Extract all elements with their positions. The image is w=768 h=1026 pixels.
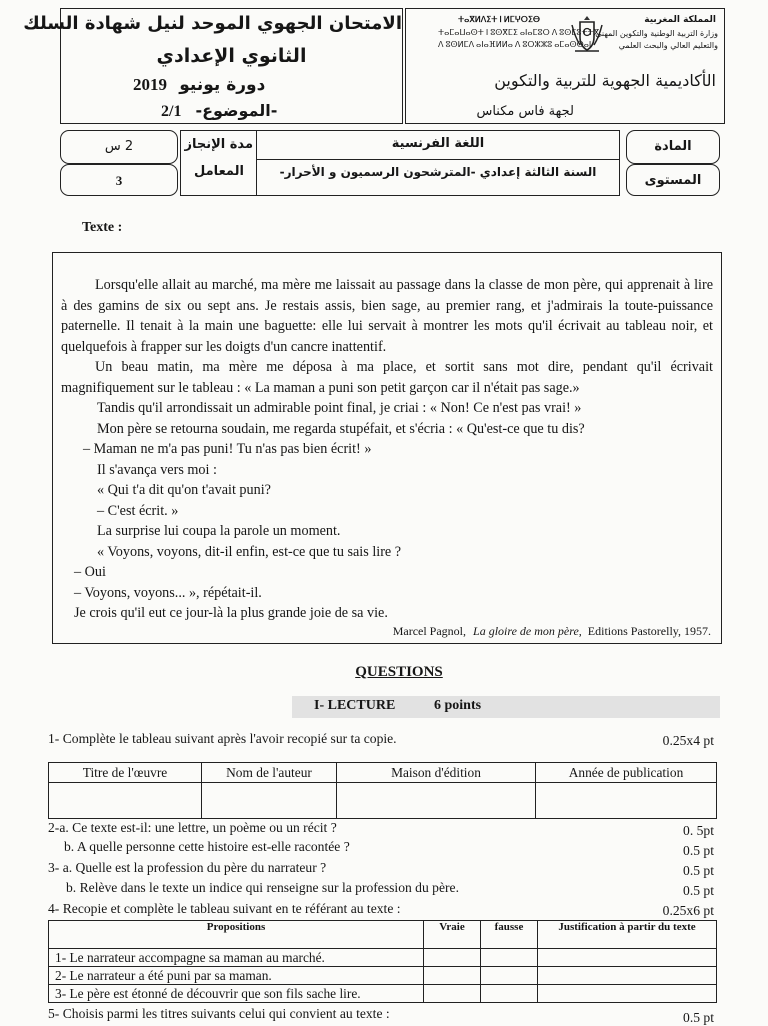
- question-3a-points: 0.5 pt: [683, 863, 714, 878]
- question-5-points: 0.5 pt: [683, 1010, 714, 1025]
- table-oeuvre-header-maison: Maison d'édition: [337, 763, 536, 783]
- question-2a-points: 0. 5pt: [683, 823, 714, 838]
- passage-line-5: – Maman ne m'a pas puni! Tu n'as pas bien écrit! »: [83, 441, 372, 457]
- table-propositions-cell: [538, 985, 717, 1003]
- subject-value: اللغة الفرنسية: [391, 136, 485, 151]
- table-propositions-cell: [481, 949, 538, 967]
- duration-value-box: [60, 130, 178, 164]
- table-oeuvre-cell: [337, 783, 536, 819]
- passage-line-6: Il s'avança vers moi :: [97, 461, 217, 478]
- ministry-line1: وزارة التربية الوطنية والتكوين المهني: [595, 29, 718, 38]
- passage-line-11: – Oui: [74, 564, 106, 580]
- section-lecture-title: I- LECTURE: [314, 698, 396, 713]
- kingdom-label: المملكة المغربية: [644, 15, 716, 25]
- level-key: المستوى: [644, 173, 702, 188]
- session-label: دورة يونيو: [179, 75, 266, 95]
- subject-key: المادة: [654, 139, 692, 154]
- table-propositions-header-propositions: Propositions: [49, 921, 424, 949]
- passage-line-13: Je crois qu'il eut ce jour-là la plus grande joie de sa vie.: [74, 605, 388, 621]
- coef-value-box: [60, 164, 178, 196]
- table-propositions-cell: [424, 985, 481, 1003]
- table-oeuvre-header-annee: Année de publication: [536, 763, 717, 783]
- question-2a: 2-a. Ce texte est-il: une lettre, un poème ou un récit ?: [48, 820, 337, 835]
- table-propositions-cell: [424, 967, 481, 985]
- table-propositions-row-3: 3- Le père est étonné de découvrir que son fils sache lire.: [49, 985, 424, 1003]
- duration-value: 2 س: [104, 139, 134, 154]
- texte-label: Texte :: [82, 220, 123, 235]
- institution-tifinagh: ⵜⴰⴳⵍⴷⵉⵜ ⵏ ⵍⵎⵖⵔⵉⴱ: [458, 15, 541, 24]
- table-oeuvre-cell: [49, 783, 202, 819]
- question-2b-points: 0.5 pt: [683, 843, 714, 858]
- table-propositions-cell: [538, 949, 717, 967]
- table-propositions-cell: [538, 967, 717, 985]
- question-3b-points: 0.5 pt: [683, 883, 714, 898]
- passage-line-4: Mon père se retourna soudain, me regarda stupéfait, et s'écria : « Qu'est-ce que tu dis?: [97, 420, 585, 437]
- table-oeuvre: [48, 762, 717, 819]
- question-5: 5- Choisis parmi les titres suivants celui qui convient au texte :: [48, 1006, 390, 1021]
- table-propositions-row-2: 2- Le narrateur a été puni par sa maman.: [49, 967, 424, 985]
- subject-line: [161, 101, 277, 121]
- exam-title-line2: الثانوي الإعدادي: [156, 45, 307, 67]
- questions-title: QUESTIONS: [355, 664, 443, 680]
- source-title: La gloire de mon père,: [473, 624, 582, 638]
- table-oeuvre-header-auteur: Nom de l'auteur: [202, 763, 337, 783]
- table-propositions-header-justification: Justification à partir du texte: [538, 921, 717, 949]
- subject-key-box: [626, 130, 720, 164]
- source-publisher: Editions Pastorelly, 1957.: [587, 624, 711, 638]
- passage-paragraph-1: Lorsqu'elle allait au marché, ma mère me laissait au passage dans la classe de mon père, qui apprenait à lire à des gamins de six ou sept ans. Je restais assis, bien sage, au premier rang, et j'admirais la toute-puissance paternelle. Il tenait à la main une baguette: elle lui servait à montrer les mots qu'il écrivait au tableau noir, et quelquefois à frapper sur les doigts d'un cancre inattentif.: [61, 277, 713, 355]
- question-2b: b. A quelle personne cette histoire est-elle racontée ?: [64, 839, 350, 854]
- level-value: السنة الثالثة إعدادي -المترشحون الرسميون و الأحرار-: [279, 165, 597, 179]
- passage-line-8: – C'est écrit. »: [97, 502, 179, 519]
- passage-source: [393, 624, 711, 639]
- passage-line-7: « Qui t'a dit qu'on t'avait puni?: [97, 482, 271, 498]
- table-propositions-cell: [481, 985, 538, 1003]
- passage-paragraph-2: Un beau matin, ma mère me déposa à ma place, et sortit sans mot dire, pendant qu'il écrivait magnifiquement sur le tableau : « La maman a puni son petit garçon car il n'était pas sage.»: [61, 359, 713, 396]
- table-propositions-cell: [481, 967, 538, 985]
- session-year: 2019: [133, 75, 167, 94]
- session-line: [133, 75, 265, 95]
- question-4: 4- Recopie et complète le tableau suivant en te référant au texte :: [48, 901, 401, 916]
- table-oeuvre-cell: [202, 783, 337, 819]
- passage-box: [52, 252, 722, 644]
- passage-line-3: Tandis qu'il arrondissait un admirable point final, je criai : « Non! Ce n'est pas vrai! »: [97, 400, 582, 416]
- duration-key: مدة الإنجاز: [184, 137, 253, 152]
- table-propositions-header-vraie: Vraie: [424, 921, 481, 949]
- question-1: 1- Complète le tableau suivant après l'avoir recopié sur ta copie.: [48, 731, 397, 746]
- question-3a: 3- a. Quelle est la profession du père du narrateur ?: [48, 860, 327, 875]
- institution-tifinagh-3: ⴷ ⵓⵙⵍⵎⴷ ⴰⵏⴰⴼⵍⵍⴰ ⴷ ⵓⵔⵣⵣⵓ ⴰⵎⴰⵙⵙⴰⵏ: [438, 40, 592, 49]
- institution-tifinagh-2: ⵜⴰⵎⴰⵡⴰⵙⵜ ⵏ ⵓⵙⴳⵎⵉ ⴰⵏⴰⵎⵓⵔ ⴷ ⵓⵙⵎⵓⵜⵜⴳ: [438, 28, 600, 37]
- table-propositions-row-1: 1- Le narrateur accompagne sa maman au marché.: [49, 949, 424, 967]
- table-oeuvre-header-titre: Titre de l'œuvre: [49, 763, 202, 783]
- section-lecture-banner: [292, 696, 720, 718]
- passage-line-9: La surprise lui coupa la parole un moment.: [97, 523, 341, 539]
- section-lecture-points: 6 points: [434, 698, 482, 713]
- passage-line-10: « Voyons, voyons, dit-il enfin, est-ce que tu sais lire ?: [97, 543, 402, 560]
- passage-line-12: – Voyons, voyons... », répétait-il.: [74, 584, 262, 601]
- question-4-points: 0.25x6 pt: [662, 903, 714, 918]
- level-key-box: [626, 164, 720, 196]
- region-name: لجهة فاس مكناس: [476, 104, 574, 119]
- academy-name: الأكاديمية الجهوية للتربية والتكوين: [494, 71, 716, 90]
- info-divider-horizontal: [256, 159, 619, 160]
- exam-title-line1: الامتحان الجهوي الموحد لنيل شهادة السلك: [23, 13, 402, 34]
- source-author: Marcel Pagnol,: [392, 624, 467, 638]
- header-right-box: [405, 8, 725, 124]
- info-middle-box: [180, 130, 620, 196]
- subject-label: -الموضوع-: [195, 101, 278, 120]
- coef-value: 3: [115, 173, 123, 188]
- header-left-box: [23, 8, 403, 124]
- question-3b: b. Relève dans le texte un indice qui renseigne sur la profession du père.: [66, 880, 459, 895]
- question-1-points: 0.25x4 pt: [662, 733, 714, 748]
- coef-key: المعامل: [194, 164, 244, 179]
- table-propositions: [48, 920, 717, 1003]
- table-propositions-cell: [424, 949, 481, 967]
- table-oeuvre-cell: [536, 783, 717, 819]
- subject-page: 2/1: [161, 103, 182, 120]
- ministry-line2: والتعليم العالي والبحث العلمي: [618, 41, 718, 50]
- table-propositions-header-fausse: fausse: [481, 921, 538, 949]
